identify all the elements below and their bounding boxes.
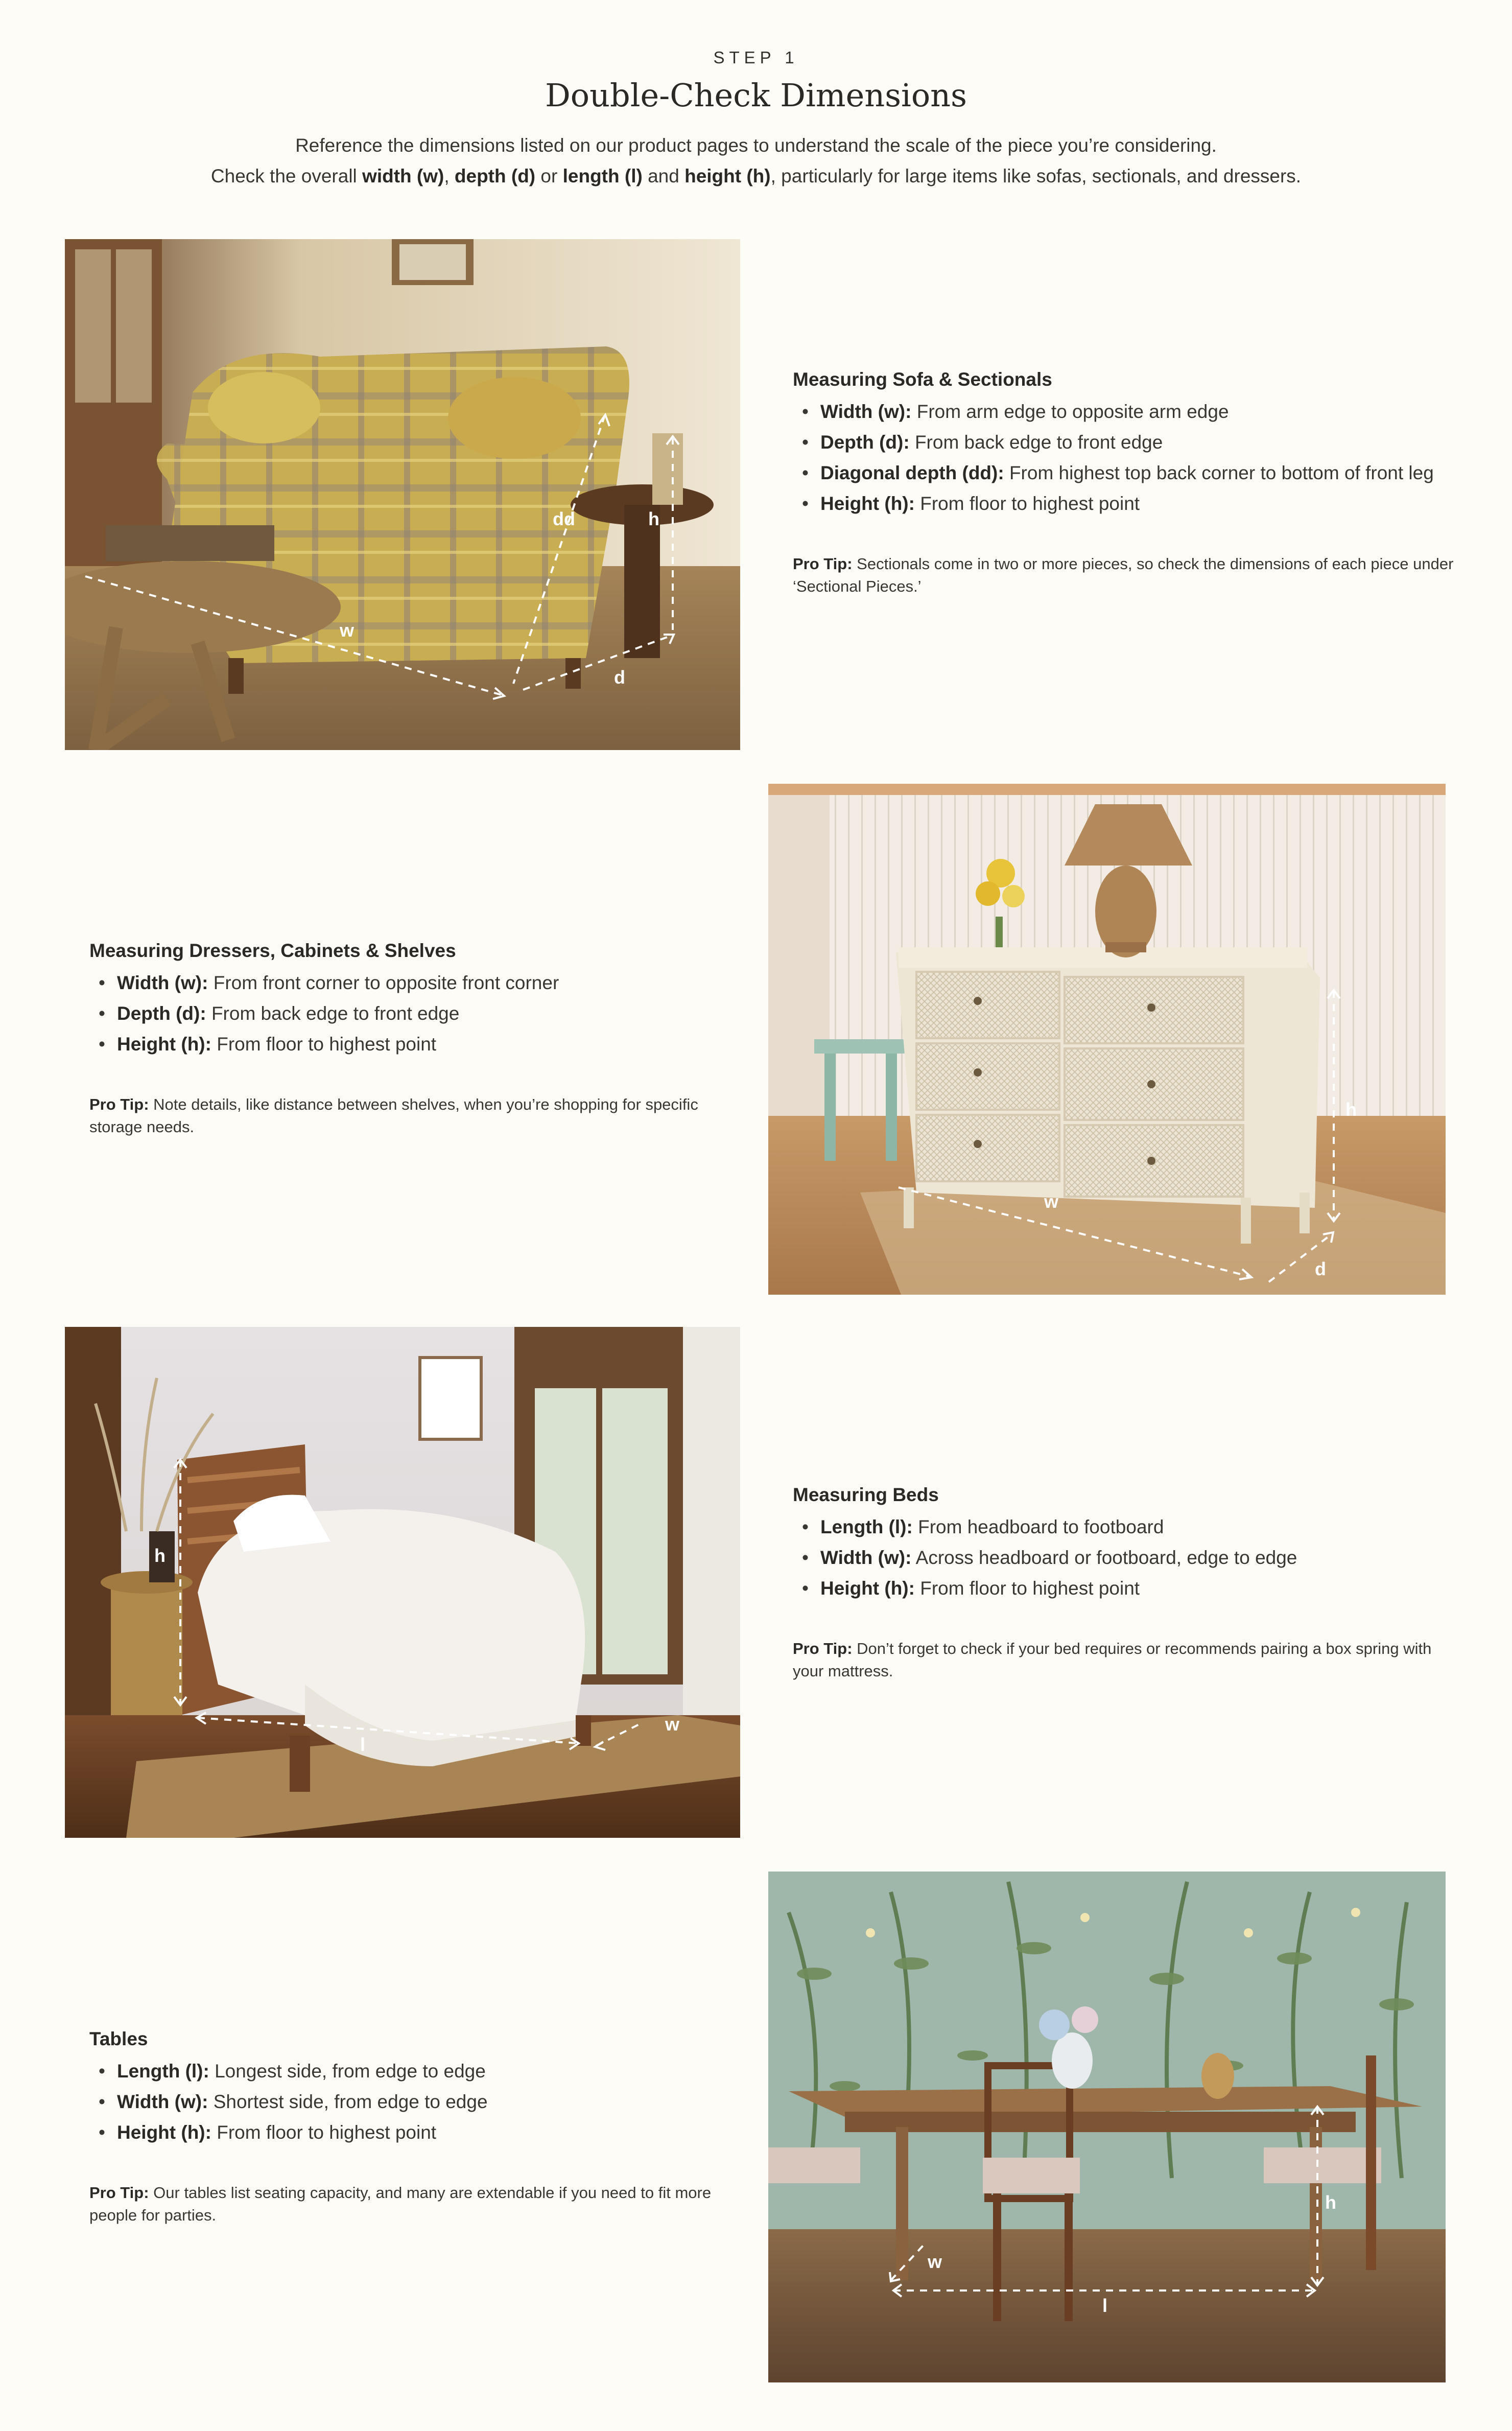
table-photo	[768, 1872, 1446, 2382]
list-item	[820, 1576, 1457, 1601]
item-term: Height (h):	[117, 1034, 211, 1055]
item-term: Width (w):	[820, 401, 912, 422]
list-item	[820, 1515, 1457, 1539]
intro-and: and	[642, 166, 685, 186]
sofa-list	[793, 400, 1457, 516]
intro-or: or	[535, 166, 563, 186]
tip-label: Pro Tip:	[89, 1095, 149, 1113]
table-label-l: l	[1102, 2295, 1108, 2316]
item-desc: Longest side, from edge to edge	[209, 2061, 486, 2082]
intro-line-2	[0, 166, 1512, 187]
table-heading: Tables	[89, 2028, 148, 2049]
dresser-heading: Measuring Dressers, Cabinets & Shelves	[89, 940, 456, 961]
item-term: Length (l):	[820, 1516, 913, 1537]
bed-list	[793, 1515, 1457, 1601]
bed-label-w: w	[665, 1714, 680, 1735]
item-desc: From back edge to front edge	[206, 1003, 460, 1024]
dresser-list	[89, 971, 753, 1057]
item-desc: From front corner to opposite front corner	[208, 972, 559, 993]
sofa-photo	[65, 239, 740, 750]
list-item	[820, 1546, 1457, 1570]
list-item	[117, 2120, 753, 2145]
bed-label-l: l	[360, 1734, 366, 1755]
list-item	[820, 430, 1457, 455]
tip-text: Don’t forget to check if your bed requires or recommends pairing a box spring with your mattress.	[793, 1640, 1432, 1680]
dresser-label-d: d	[1315, 1258, 1326, 1279]
table-label-w: w	[928, 2251, 942, 2272]
list-item	[820, 400, 1457, 424]
item-term: Height (h):	[117, 2122, 211, 2143]
item-desc: From floor to highest point	[914, 1578, 1140, 1599]
item-term: Diagonal depth (dd):	[820, 462, 1004, 483]
item-term: Width (w):	[117, 972, 208, 993]
dresser-label-h: h	[1345, 1099, 1357, 1120]
sofa-info	[793, 369, 1457, 598]
sofa-label-d: d	[614, 667, 625, 688]
bed-pro-tip	[793, 1638, 1457, 1682]
sofa-label-h: h	[648, 508, 659, 529]
list-item	[117, 971, 753, 995]
intro-height: height (h)	[684, 166, 771, 186]
item-desc: From highest top back corner to bottom of front leg	[1004, 462, 1434, 483]
item-term: Width (w):	[117, 2091, 208, 2112]
tip-label: Pro Tip:	[89, 2184, 149, 2202]
dresser-pro-tip	[89, 1093, 753, 1138]
sofa-label-w: w	[340, 620, 355, 641]
intro-width: width (w)	[362, 166, 444, 186]
item-desc: Across headboard or footboard, edge to edge	[911, 1547, 1297, 1568]
table-list	[89, 2059, 753, 2145]
table-pro-tip	[89, 2182, 753, 2227]
bed-info	[793, 1484, 1457, 1682]
item-desc: From floor to highest point	[914, 493, 1140, 514]
dresser-label-w: w	[1044, 1191, 1059, 1212]
page-title: Double-Check Dimensions	[545, 77, 967, 114]
table-info	[89, 2028, 753, 2227]
intro-depth: depth (d)	[454, 166, 536, 186]
tip-label: Pro Tip:	[793, 555, 853, 573]
item-term: Depth (d):	[820, 432, 910, 453]
intro-text-end: , particularly for large items like sofas, sectionals, and dressers.	[770, 166, 1302, 186]
dresser-photo	[768, 784, 1446, 1295]
list-item	[117, 1001, 753, 1026]
list-item	[117, 2090, 753, 2114]
list-item	[820, 492, 1457, 516]
tip-text: Sectionals come in two or more pieces, so check the dimensions of each piece under ‘Sectional Pieces.’	[793, 555, 1454, 595]
item-desc: From arm edge to opposite arm edge	[911, 401, 1229, 422]
sofa-label-dd: dd	[553, 508, 575, 529]
item-term: Length (l):	[117, 2061, 209, 2082]
item-term: Height (h):	[820, 1578, 915, 1599]
item-term: Depth (d):	[117, 1003, 206, 1024]
tip-label: Pro Tip:	[793, 1640, 853, 1657]
item-term: Height (h):	[820, 493, 915, 514]
tip-text: Our tables list seating capacity, and many are extendable if you need to fit more people for parties.	[89, 2184, 712, 2224]
table-label-h: h	[1325, 2192, 1336, 2213]
item-desc: Shortest side, from edge to edge	[208, 2091, 488, 2112]
list-item	[117, 1032, 753, 1057]
item-desc: From back edge to front edge	[909, 432, 1163, 453]
list-item	[117, 2059, 753, 2084]
list-item	[820, 461, 1457, 485]
intro-line-1: Reference the dimensions listed on our product pages to understand the scale of the piece you’re considering.	[295, 135, 1217, 156]
dresser-info	[89, 940, 753, 1138]
tip-text: Note details, like distance between shelves, when you’re shopping for specific storage needs.	[89, 1095, 698, 1136]
sofa-pro-tip	[793, 553, 1457, 598]
intro-length: length (l)	[562, 166, 643, 186]
item-desc: From floor to highest point	[211, 2122, 437, 2143]
sofa-heading: Measuring Sofa & Sectionals	[793, 369, 1052, 390]
item-term: Width (w):	[820, 1547, 912, 1568]
item-desc: From headboard to footboard	[912, 1516, 1164, 1537]
intro-sep: ,	[444, 166, 455, 186]
bed-label-h: h	[154, 1545, 166, 1566]
bed-photo	[65, 1327, 740, 1838]
bed-heading: Measuring Beds	[793, 1484, 939, 1505]
intro-text: Check the overall	[210, 166, 363, 186]
step-label: STEP 1	[713, 48, 799, 67]
item-desc: From floor to highest point	[211, 1034, 437, 1055]
